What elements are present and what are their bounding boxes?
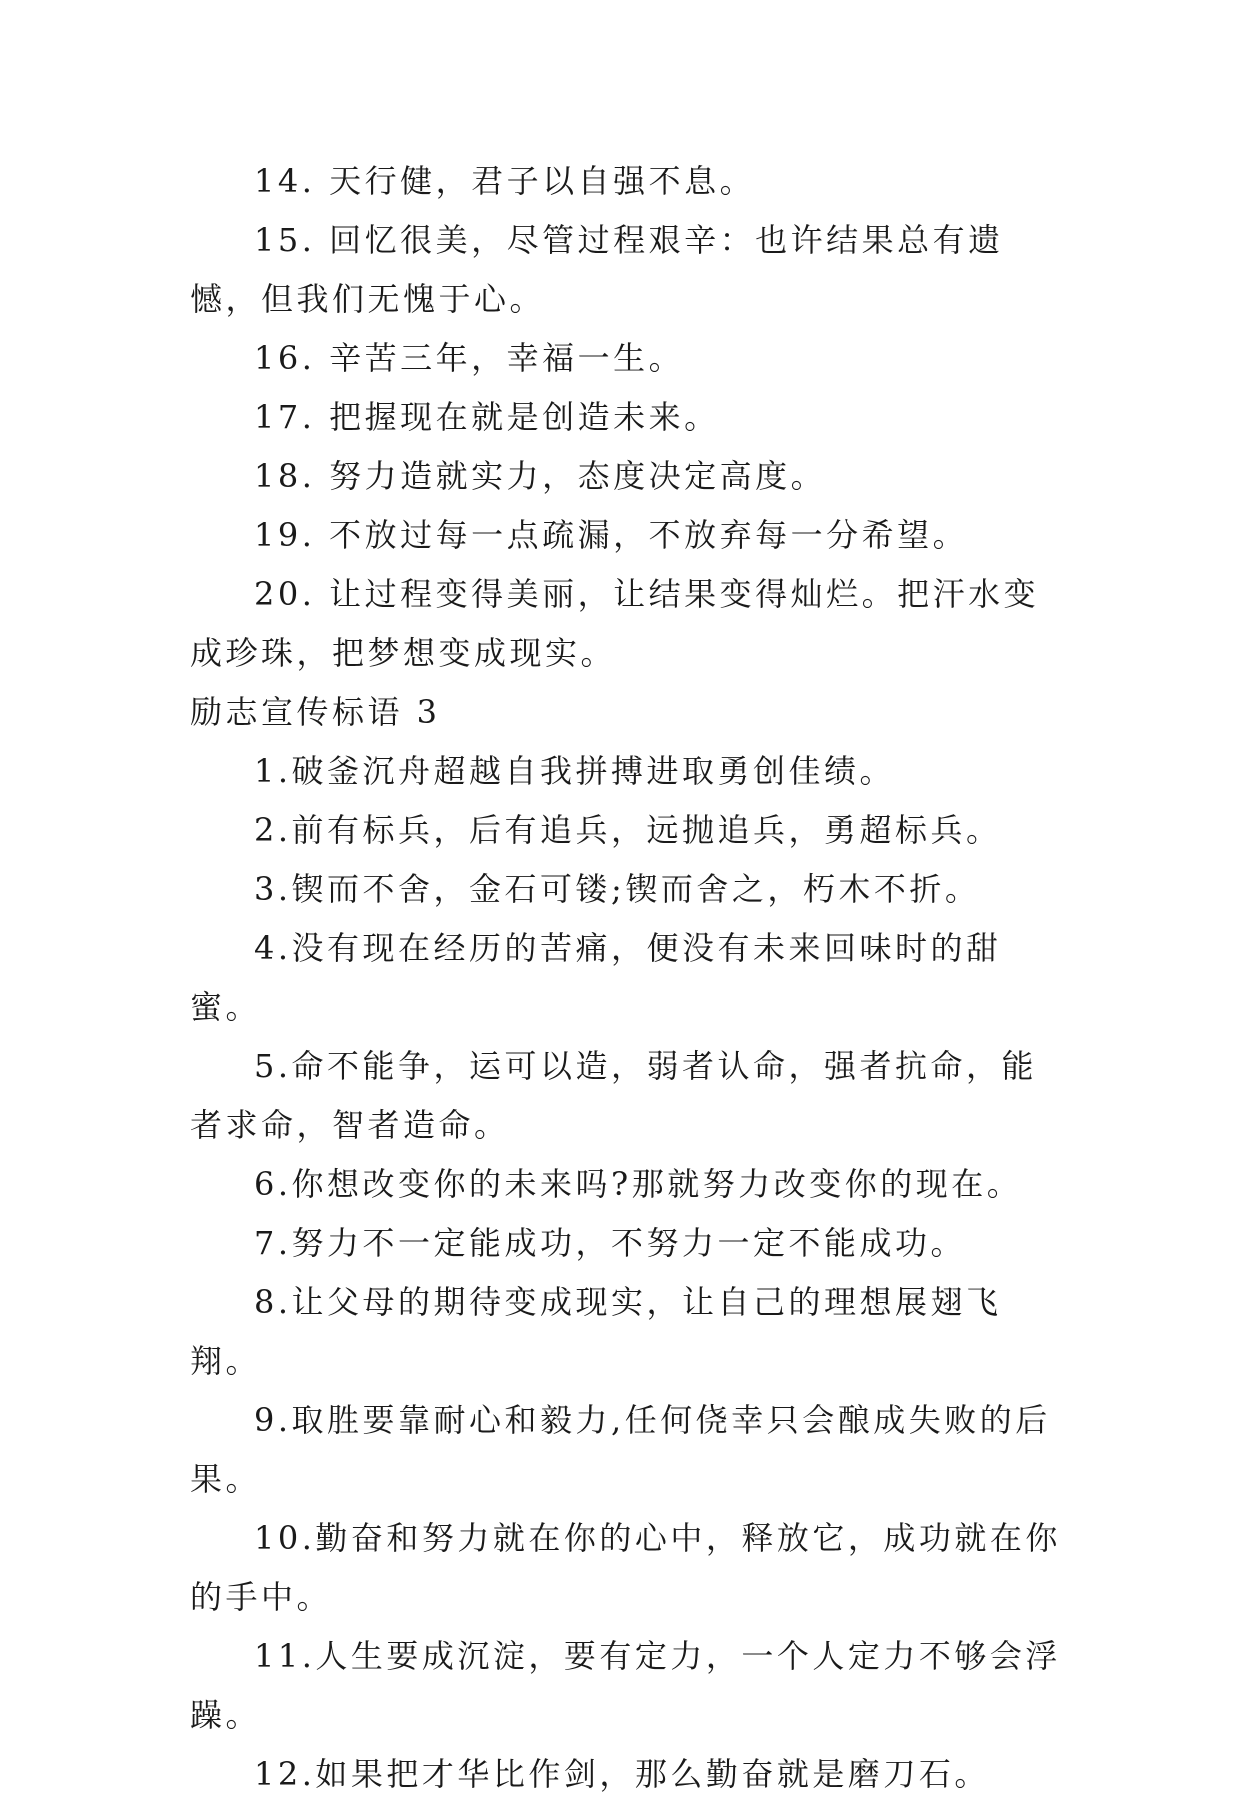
paragraph-slogan-5: 5.命不能争，运可以造，弱者认命，强者抗命，能者求命，智者造命。 — [190, 1047, 1038, 1144]
paragraph-slogan-2: 2.前有标兵，后有追兵，远抛追兵，勇超标兵。 — [254, 811, 1002, 849]
paragraph-slogan-1: 1.破釜沉舟超越自我拼搏进取勇创佳绩。 — [254, 752, 896, 790]
paragraph-slogan-8: 8.让父母的期待变成现实，让自己的理想展翅飞翔。 — [190, 1283, 1002, 1380]
paragraph-slogan-4: 4.没有现在经历的苦痛，便没有未来回味时的甜蜜。 — [190, 929, 1002, 1026]
paragraph-slogan-20: 20. 让过程变得美丽，让结果变得灿烂。把汗水变成珍珠，把梦想变成现实。 — [190, 575, 1040, 672]
paragraph-slogan-17: 17. 把握现在就是创造未来。 — [254, 398, 720, 436]
paragraph-slogan-6: 6.你想改变你的未来吗?那就努力改变你的现在。 — [254, 1165, 1023, 1203]
paragraph-slogan-11: 11.人生要成沉淀，要有定力，一个人定力不够会浮躁。 — [190, 1637, 1061, 1734]
paragraph-slogan-14: 14. 天行健，君子以自强不息。 — [254, 162, 756, 200]
paragraph-slogan-10: 10.勤奋和努力就在你的心中，释放它，成功就在你的手中。 — [190, 1519, 1061, 1616]
paragraph-slogan-15: 15. 回忆很美，尽管过程艰辛：也许结果总有遗憾，但我们无愧于心。 — [190, 221, 1004, 318]
paragraph-slogan-19: 19. 不放过每一点疏漏，不放弃每一分希望。 — [254, 516, 969, 554]
paragraph-slogan-3: 3.锲而不舍，金石可镂;锲而舍之，朽木不折。 — [254, 870, 981, 908]
paragraph-slogan-18: 18. 努力造就实力，态度决定高度。 — [254, 457, 827, 495]
paragraph-slogan-16: 16. 辛苦三年，幸福一生。 — [254, 339, 685, 377]
document-body — [190, 152, 1070, 1804]
paragraph-slogan-7: 7.努力不一定能成功，不努力一定不能成功。 — [254, 1224, 967, 1262]
paragraph-slogan-12: 12.如果把才华比作剑，那么勤奋就是磨刀石。 — [254, 1755, 990, 1793]
section-heading: 励志宣传标语 3 — [190, 693, 441, 731]
paragraph-slogan-9: 9.取胜要靠耐心和毅力,任何侥幸只会酿成失败的后果。 — [190, 1401, 1051, 1498]
